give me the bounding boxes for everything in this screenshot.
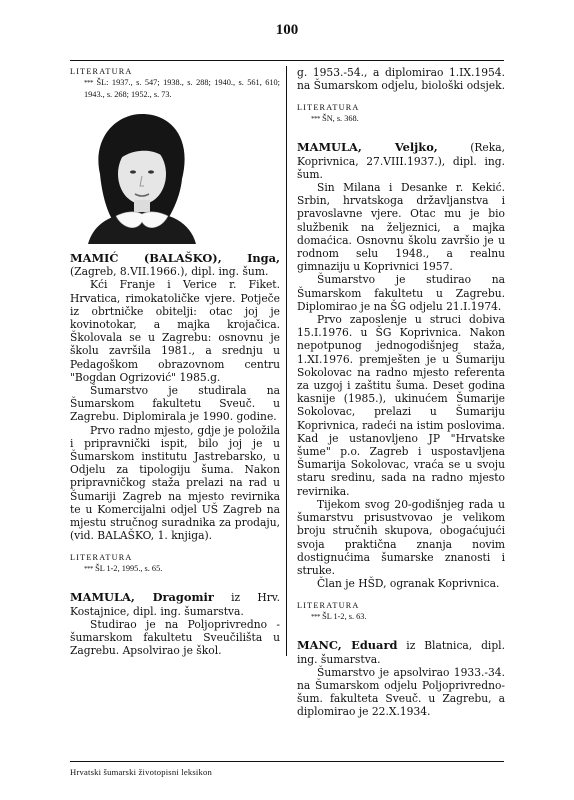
entry-mamula-d-name: MAMULA, Dragomir bbox=[70, 590, 214, 605]
entry-mamic-paragraph-2: Šumarstvo je studirala na Šumarskom fakultetu Sveuč. u Zagrebu. Diplomirala je 1990. godine. bbox=[70, 384, 280, 424]
literature-heading: LITERATURA bbox=[70, 553, 133, 563]
entry-manc-paragraph-1: Šumarstvo je apsolvirao 1933.-34. na Šumarskom odjelu Poljoprivredno-šum. fakulteta Sveuč. u Zagrebu, a diplomirao je 22.X.1934. bbox=[297, 665, 505, 719]
left-column bbox=[70, 66, 280, 657]
literature-heading: LITERATURA bbox=[70, 67, 133, 76]
literature-text: ŠN, s. 368. bbox=[320, 114, 359, 124]
literature-body bbox=[311, 113, 505, 125]
page-number: 100 bbox=[275, 22, 299, 38]
entry-mamula-v-intro: (Reka, Koprivnica, 27.VIII.1937.), dipl. ing. šum. bbox=[297, 141, 505, 181]
entry-mamic-intro: (Zagreb, 8.VII.1966.), dipl. ing. šum. bbox=[70, 265, 269, 279]
stars-marker: *** bbox=[311, 115, 320, 124]
entry-manc-name: MANC, Eduard bbox=[297, 638, 398, 653]
literature-body bbox=[84, 563, 280, 575]
entry-mamula-v-name: MAMULA, Veljko, bbox=[297, 140, 438, 155]
literature-text: ŠL 1-2, s. 63. bbox=[320, 612, 367, 622]
entry-manc-heading bbox=[297, 639, 505, 665]
entry-mamula-d-heading bbox=[70, 591, 280, 617]
page-footer: Hrvatski šumarski životopisni leksikon bbox=[70, 767, 212, 777]
entry-manc-intro: iz Blatnica, dipl. ing. šumarstva. bbox=[297, 639, 505, 666]
stars-marker: *** bbox=[311, 613, 320, 622]
entry-mamula-d-paragraph-1: Studirao je na Poljoprivredno - šumarskom fakultetu Sveučilišta u Zagrebu. Apsolvirao je škol. bbox=[70, 617, 280, 658]
entry-mamula-v-paragraph-4: Tijekom svog 20-godišnjeg rada u šumarstvu prisustvovao je velikom broju stručnih skupova, obogaćujući svoja praktična znanja novim dostignućima šumarske znanosti i struke. bbox=[297, 497, 505, 577]
entry-mamula-v-paragraph-1: Sin Milana i Desanke r. Kekić. Srbin, hrvatskoga državljanstva i pravoslavne vjere. Otac mu je bio službenik na željeznici, a majka domaćica. Osnovnu školu završio je u rodnom selu 1948., a realnu gimnaziju u Koprivnici 1957. bbox=[297, 181, 505, 274]
literature-text: ŠL 1-2, 1995., s. 65. bbox=[93, 564, 163, 574]
column-divider bbox=[286, 66, 287, 656]
footer-rule bbox=[70, 761, 504, 762]
literature-body bbox=[311, 611, 505, 623]
entry-mamula-d-intro: iz Hrv. Kostajnice, dipl. ing. šumarstva. bbox=[70, 591, 280, 618]
header-rule bbox=[70, 60, 504, 61]
entry-mamic-heading bbox=[70, 252, 280, 278]
literature-text: ŠL: 1937., s. 547; 1938., s. 288; 1940., s. 561, 610; 1943., s. 268; 1952., s. 73. bbox=[84, 78, 280, 99]
portrait-photo bbox=[70, 104, 210, 244]
literature-block bbox=[297, 102, 505, 125]
entry-mamula-d-continuation: g. 1953.-54., a diplomirao 1.IX.1954. na Šumarskom odjelu, biološki odsjek. bbox=[297, 66, 506, 93]
right-column bbox=[297, 66, 505, 719]
entry-mamula-v-paragraph-3: Prvo zaposlenje u struci dobiva 15.I.1976. u ŠG Koprivnica. Nakon nepotpunog jednogodišnjeg staža, 1.XI.1976. premješten je u Šumariju Sokolovac na radno mjesto referenta za uzgoj i zaštitu šuma. Deset godina kasnije (1985.), ukinućem Šumarije Sokolovac, prelazi u Šumariju Koprivnica, radeći na istim poslovima. Kad je ustanovljeno JP "Hrvatske šume" p.o. Zagreb i uspostavljena Šumarija Sokolovac, vraća se u svoju staru sredinu, sada na radno mjesto revirnika. bbox=[297, 313, 505, 498]
literature-heading: LITERATURA bbox=[297, 601, 360, 611]
entry-mamic-paragraph-3: Prvo radno mjesto, gdje je položila i pripravnički ispit, bilo joj je u Šumarskom institutu Jastrebarsko, u Odjelu za tipologiju šuma. Nakon pripravničkog staža prelazi na rad u Šumariji Zagreb na mjesto revirnika te u Komercijalni odjel UŠ Zagreb na mjestu stručnog suradnika za prodaju, (vid. BALAŠKO, 1. knjiga). bbox=[70, 423, 280, 543]
entry-mamula-v-paragraph-5: Član je HŠD, ogranak Koprivnica. bbox=[317, 577, 500, 591]
literature-block bbox=[297, 600, 505, 623]
literature-block bbox=[70, 552, 280, 575]
entry-mamula-v-paragraph-2: Šumarstvo je studirao na Šumarskom fakultetu u Zagrebu. Diplomirao je na ŠG odjelu 21.I.1974. bbox=[297, 273, 505, 313]
entry-mamic-paragraph-1: Kći Franje i Verice r. Fiket. Hrvatica, rimokatoličke vjere. Potječe iz obrtničke obitelji: otac joj je kovinotokar, a majka krojačica. Školovala se u Zagrebu: osnovnu je školu završila 1981., a srednju u Pedagoškom obrazovnom centru "Bogdan Ogrizović" 1985.g. bbox=[70, 278, 280, 384]
stars-marker: *** bbox=[84, 565, 93, 574]
literature-heading: LITERATURA bbox=[297, 103, 360, 113]
entry-mamic-name: MAMIĆ (BALAŠKO), Inga, bbox=[70, 251, 280, 265]
stars-marker: *** bbox=[84, 79, 93, 87]
literature-block bbox=[70, 66, 280, 100]
entry-mamula-v-heading bbox=[297, 141, 505, 181]
portrait-image bbox=[70, 104, 210, 244]
literature-body bbox=[84, 77, 280, 100]
